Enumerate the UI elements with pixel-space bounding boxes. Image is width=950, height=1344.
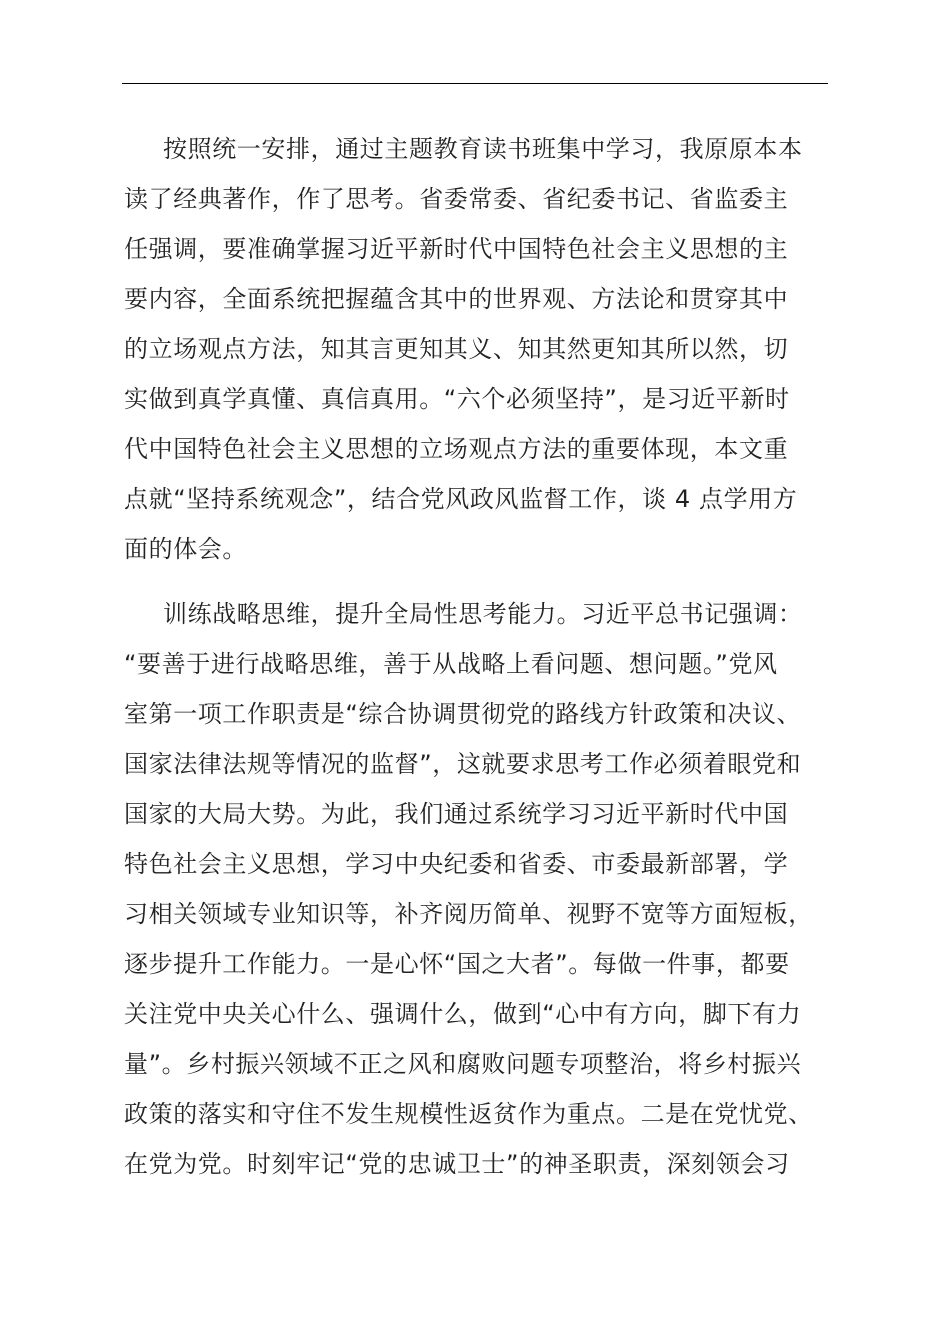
- paragraph-line: 面的体会。: [124, 535, 247, 563]
- paragraph-line: 特色社会主义思想，学习中央纪委和省委、市委最新部署，学: [124, 850, 789, 878]
- paragraph-line: 实做到真学真懂、真信真用。“六个必须坚持”，是习近平新时: [124, 385, 790, 413]
- paragraph-line: “要善于进行战略思维，善于从战略上看问题、想问题。”党风: [124, 650, 778, 678]
- paragraph-line: 室第一项工作职责是“综合协调贯彻党的路线方针政策和决议、: [124, 700, 802, 728]
- paragraph-line: 关注党中央关心什么、强调什么，做到“心中有方向，脚下有力: [124, 1000, 802, 1028]
- paragraph-line: 政策的落实和守住不发生规模性返贫作为重点。二是在党忧党、: [124, 1100, 813, 1128]
- paragraph-line: 点就“坚持系统观念”，结合党风政风监督工作，谈 4 点学用方: [124, 485, 798, 513]
- header-rule: [122, 83, 828, 84]
- paragraph-line: 的立场观点方法，知其言更知其义、知其然更知其所以然，切: [124, 335, 789, 363]
- paragraph-line: 逐步提升工作能力。一是心怀“国之大者”。每做一件事，都要: [124, 950, 790, 978]
- paragraph-line: 在党为党。时刻牢记“党的忠诚卫士”的神圣职责，深刻领会习: [124, 1150, 790, 1178]
- paragraph-line: 按照统一安排，通过主题教育读书班集中学习，我原原本本: [163, 135, 803, 163]
- paragraph-line: 量”。乡村振兴领域不正之风和腐败问题专项整治，将乡村振兴: [124, 1050, 802, 1078]
- paragraph-line: 读了经典著作，作了思考。省委常委、省纪委书记、省监委主: [124, 185, 789, 213]
- paragraph-line: 习相关领域专业知识等，补齐阅历简单、视野不宽等方面短板，: [124, 900, 813, 928]
- paragraph-line: 国家的大局大势。为此，我们通过系统学习习近平新时代中国: [124, 800, 789, 828]
- paragraph-line: 国家法律法规等情况的监督”，这就要求思考工作必须着眼党和: [124, 750, 802, 778]
- paragraph-line: 要内容，全面系统把握蕴含其中的世界观、方法论和贯穿其中: [124, 285, 789, 313]
- paragraph-line: 代中国特色社会主义思想的立场观点方法的重要体现，本文重: [124, 435, 789, 463]
- paragraph-line: 任强调，要准确掌握习近平新时代中国特色社会主义思想的主: [124, 235, 789, 263]
- paragraph-line: 训练战略思维，提升全局性思考能力。习近平总书记强调：: [163, 600, 803, 628]
